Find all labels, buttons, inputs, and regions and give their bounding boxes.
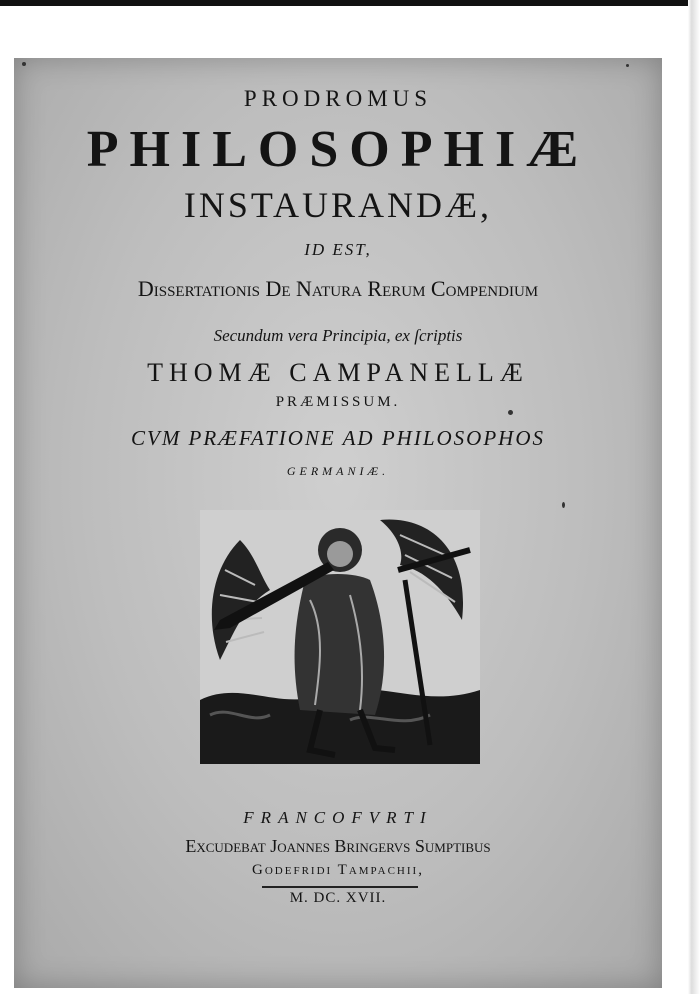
- scan-top-edge: [0, 0, 700, 6]
- title-philosophiae: PHILOSOPHIÆ: [86, 121, 590, 178]
- imprint-printer: Excudebat Joannes Bringervs Sumptibus: [185, 836, 491, 856]
- title-page: [14, 58, 662, 988]
- title-germaniae: GERMANIÆ.: [286, 464, 390, 478]
- scan-right-edge: [688, 0, 700, 994]
- author-name: THOMÆ CAMPANELLÆ: [147, 358, 529, 387]
- imprint-year: M. DC. XVII.: [289, 890, 387, 906]
- title-praemissum: PRÆMISSUM.: [275, 394, 401, 410]
- imprint-place: FRANCOFVRTI: [243, 808, 433, 827]
- fame-trumpet-woodcut-icon: [200, 510, 480, 764]
- imprint-publisher: Godefridi Tampachii,: [252, 862, 424, 878]
- title-secundum: Secundum vera Principia, ex ſcriptis: [213, 326, 463, 345]
- title-prodromus: PRODROMUS: [243, 86, 433, 111]
- title-instaurandae: INSTAURANDÆ,: [183, 185, 493, 225]
- scan-speck: [22, 62, 26, 66]
- imprint-divider: [262, 886, 418, 888]
- title-id-est: ID EST,: [304, 240, 372, 259]
- title-cum-praefatione: CVM PRÆFATIONE AD PHILOSOPHOS: [130, 426, 545, 450]
- title-dissertationis: Diſſertationis De Natura Rerum Compendium: [137, 276, 539, 301]
- scan-speck: [626, 64, 629, 67]
- scan-speck: [562, 502, 565, 508]
